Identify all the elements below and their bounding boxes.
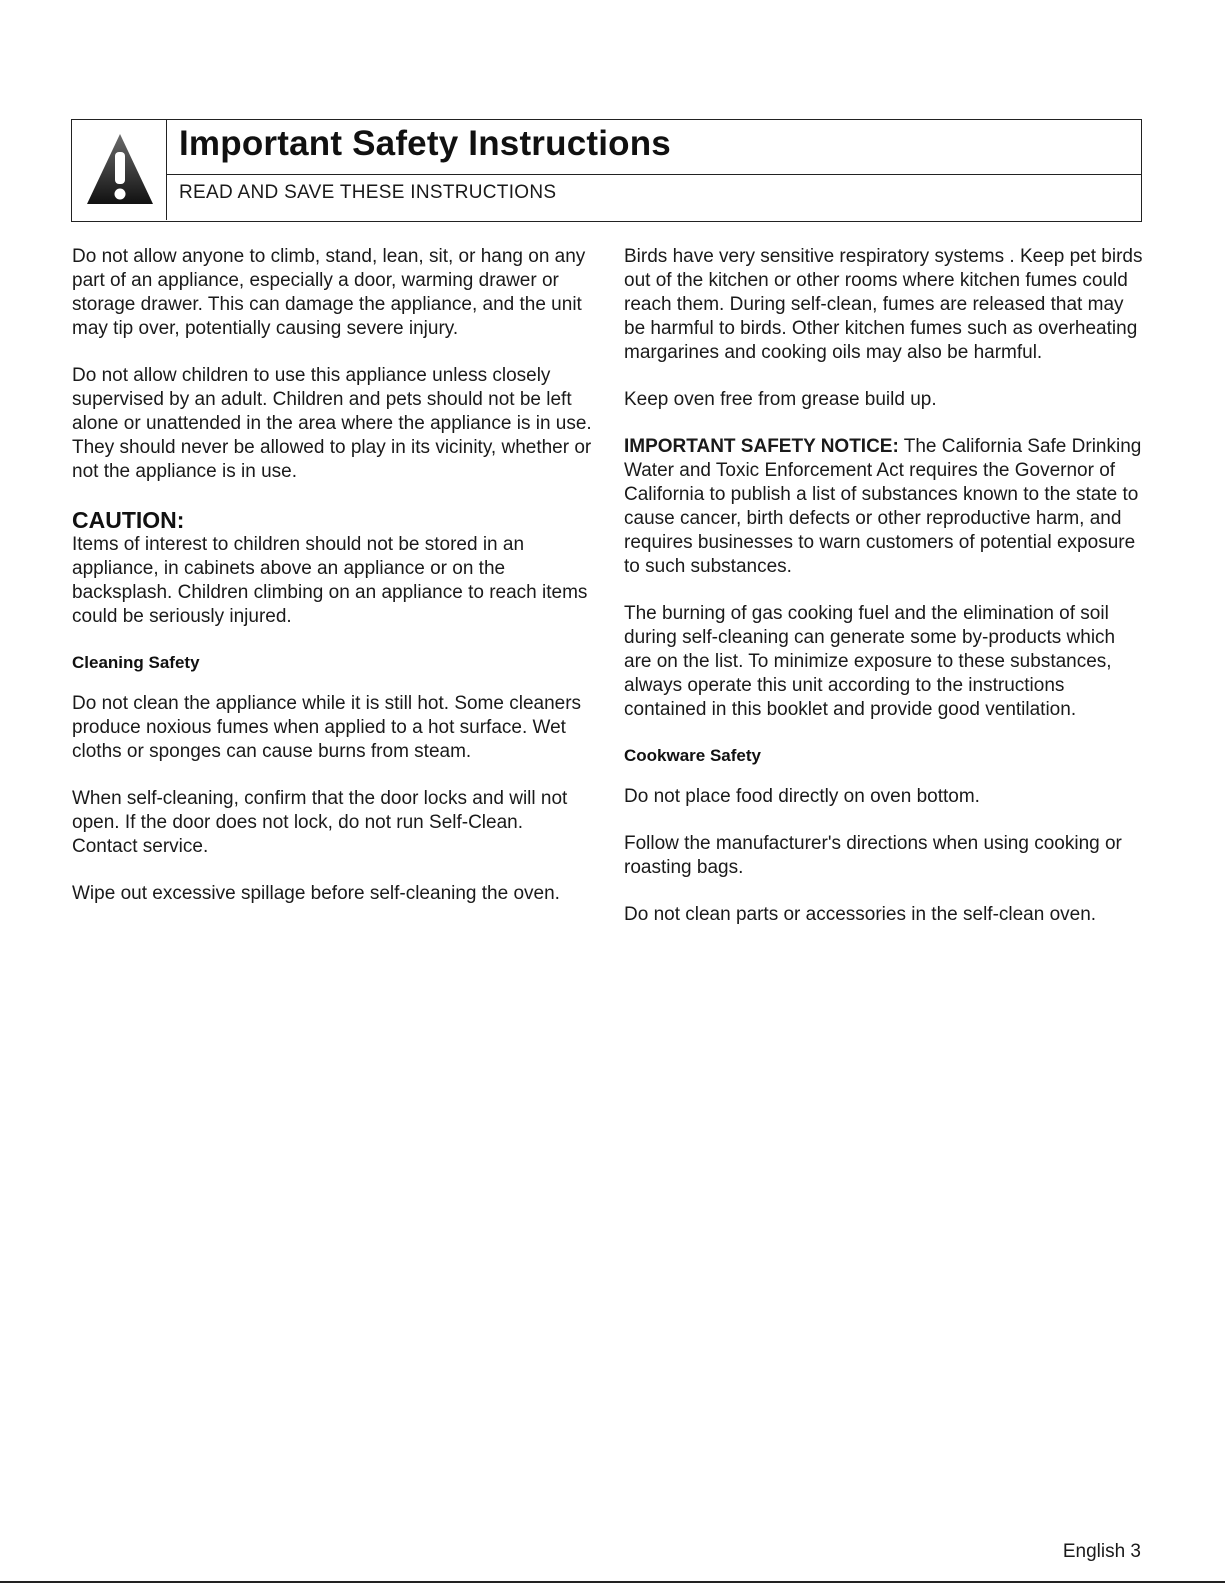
bottom-divider [0,1581,1225,1583]
paragraph-spillage: Wipe out excessive spillage before self-cleaning the oven. [72,883,560,904]
paragraph-door-locks: When self-cleaning, confirm that the door locks and will not open. If the door does not lock, do not run Self-Clean. Contact service. [72,788,568,857]
left-column [72,245,592,929]
paragraph-roasting-bags: Follow the manufacturer's directions when using cooking or roasting bags. [624,833,1122,878]
header-box [71,119,1142,222]
paragraph-birds: Birds have very sensitive respiratory systems . Keep pet birds out of the kitchen or other rooms where kitchen fumes could reach them. During self-clean, fumes are released that may be harmful to birds. Other kitchen fumes such as overheating margarines and cooking oils may also be harmful. [624,246,1143,363]
cookware-safety-heading: Cookware Safety [624,746,761,765]
paragraph-caution-items: Items of interest to children should not be stored in an appliance, in cabinets above an appliance or on the backsplash. Children climbing on an appliance to reach items could be seriously injured. [72,534,588,627]
page-subtitle: READ AND SAVE THESE INSTRUCTIONS [179,182,557,203]
paragraph-oven-bottom: Do not place food directly on oven bottom. [624,786,980,807]
paragraph-clean-hot: Do not clean the appliance while it is still hot. Some cleaners produce noxious fumes when applied to a hot surface. Wet cloths or sponges can cause burns from steam. [72,693,582,762]
paragraph-accessories: Do not clean parts or accessories in the self-clean oven. [624,904,1097,925]
title-row [167,120,1141,175]
safety-notice-label: IMPORTANT SAFETY NOTICE: [624,436,899,457]
warning-triangle-icon [85,132,155,206]
safety-notice-text: The California Safe Drinking Water and Toxic Enforcement Act requires the Governor of California to publish a list of substances known to the state to cause cancer, birth defects or other reproductive harm, and requires businesses to warn customers of potential exposure to such substances. [624,436,1142,577]
paragraph-children-supervision: Do not allow children to use this appliance unless closely supervised by an adult. Children and pets should not be left alone or unattended in the area where the appliance is in use. They should never be allowed to play in its vicinity, whether or not the appliance is in use. [72,365,592,482]
cleaning-safety-heading: Cleaning Safety [72,653,200,672]
paragraph-climbing: Do not allow anyone to climb, stand, lean, sit, or hang on any part of an appliance, especially a door, warming drawer or storage drawer. This can damage the appliance, and the unit may tip over, potentially causing severe injury. [72,246,586,339]
paragraph-safety-notice [624,435,1144,579]
warning-icon-cell [72,120,167,220]
paragraph-gas-burning: The burning of gas cooking fuel and the elimination of soil during self-cleaning can generate some by-products which are on the list. To minimize exposure to these substances, always operate this unit according to the instructions contained in this booklet and provide good ventilation. [624,603,1116,720]
caution-heading: CAUTION: [72,507,185,533]
page-number: English 3 [1062,1541,1141,1562]
paragraph-grease: Keep oven free from grease build up. [624,389,937,410]
page-title: Important Safety Instructions [179,124,671,163]
right-column [624,245,1144,950]
